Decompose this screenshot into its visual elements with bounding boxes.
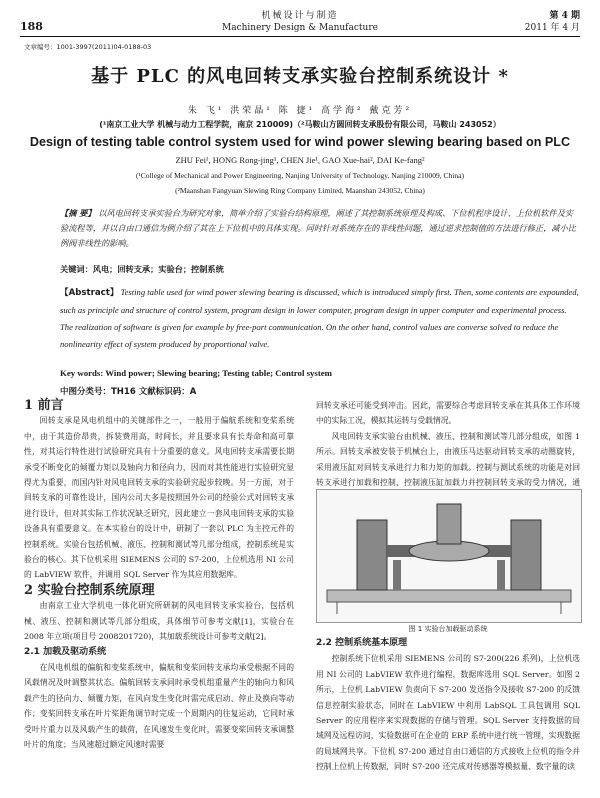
abstract-en-label: 【Abstract】 [60,288,119,298]
affiliation: (¹南京工业大学 机械与动力工程学院，南京 210009)（²马鞍山方圆回转支承股份有限公司，马鞍山 243052） [99,120,501,129]
journal-name [20,10,580,34]
paper-title-en: Design of testing table control system used for wind power slewing bearing based on PLC [29,135,571,149]
page-number: 188 [20,20,43,33]
issue-date: 2011 年 4 月 [524,23,580,33]
abstract-cn-text: 以风电回转支承实验台为研究对象，简单介绍了实验台结构原理，阐述了其控制系统原理及构成、下位机程序设计、上位机软件及实验流程等，并以自由口通信为例介绍了其在上下位机中的具体实现。同时针对系统存在的非线性问题，通过逆求控制值的方法进行修正，减小比例阀非线性的影响。 [60,208,576,248]
section-2-heading: 2 实验台控制系统原理 [24,582,155,598]
classification-line: 中图分类号：TH16 文献标识码：A [60,387,197,397]
abstract-en [60,284,580,353]
section-1-heading: 1 前言 [24,398,64,413]
keywords-cn [60,262,580,277]
right-text-continued: 回转支承还可能受到冲击。因此，需要综合考虑回转支承在其具体工作环境中的实际工况，模拟其运转与受载情况。 [316,401,580,426]
figure-1-test-rig [316,489,582,623]
issue-number: 第 4 期 [549,11,580,21]
abstract-en-text: Testing table used for wind power slewing bearing is discussed, which is introduced simply first. Then, some contents are expounded, such as principle and structure of control system, program design in lower computer, program design in upper computer and experimental process. The realization of software is given for example by free-port communication. On the other hand, control values are converse solved to reduce the nonlinearity effect of system produced by proportional valve. [60,287,579,349]
affiliation-en-1: (¹College of Mechanical and Power Engineering, Nanjing University of Technology, Nanjing 210009, China) [136,171,464,180]
left-column [24,398,294,752]
abstract-cn-label: 【摘 要】 [60,208,96,218]
section-2-1-heading: 2.1 加载及驱动系统 [24,646,107,657]
keywords-en [60,366,580,381]
section-1-text: 回转支承是风电机组中的关键部件之一，一般用于偏航系统和变桨系统中，由于其造价昂贵，拆装费用高，时间长，并且要求具有长寿命和高可靠性，对其运行特性进行试验研究具有十分重要的意义。风电回转支承需要长期承受不断变化的倾覆力矩以及轴向力和径向力，因而对其性能进行实验研究显得尤为重要，而国内针对风电回转支承的实验研究起步较晚。另一方面，对于回转支承的可靠性设计，国内公司大多是按照国外公司的经验公式对回转支承进行设计，但对其实际工作状况缺乏研究，因此建立一套风电回转支承的实验设备具有重要意义。在本实验台的设计中，研制了一套以 PLC 为主控元件的控制系统。实验台包括机械、液压、控制和测试等几部分组成，控制系统是实验台的核心。其下位机采用 SIEMENS 公司的 S7-200，上位机选用 NI 公司的 LabVIEW 软件，并调用 SQL Server 作为其应用数据库。 [24,416,294,580]
journal-name-en: Machinery Design & Manufacture [222,23,378,33]
keywords-cn-label: 关键词： [60,264,93,274]
paper-title: 基于 PLC 的风电回转支承实验台控制系统设计 * [91,66,509,87]
affiliation-en-2: (²Maanshan Fangyuan Slewing Ring Company Limited, Maanshan 243052, China) [175,186,425,195]
keywords-en-text: Wind power; Slewing bearing; Testing table; Control system [105,368,332,378]
section-2-text: 由南京工业大学机电一体化研究所研制的风电回转支承实验台，包括机械、液压、控制和测试等几部分组成，具体细节可参考文献[1]，实验台在 2008 年立项(项目号 2008201720)，其加载系统设计可参考文献[2]。 [24,601,294,642]
keywords-en-label: Key words: [60,368,104,378]
journal-name-cn: 机械设计与制造 [261,11,339,21]
section-2-2-text: 控制系统下位机采用 SIEMENS 公司的 S7-200(226 系列)，上位机选用 NI 公司的 LabVIEW 软件进行编程，数据库选用 SQL Server。如图 2 所示，上位机 LabVIEW 负责向下 S7-200 发送指令及接收 S7-200 的反馈信息控制实验状态，同时在 LabVIEW 中利用 LabSQL 工具包调用 SQL Server 的应用程序来实现数据的存储与管理。SQL Server 支持数据的局域网及远程访问，实验数据可在企业的 ERP 系统中进行统一管理，实现数据的局域网共享。下位机 S7-200 通过自由口通信的方式接收上位机的指令并控制上位机上传数据，同时 S7-200 还完成对传感器等模拟量、数字量的读 [316,654,580,772]
page-header [20,8,580,37]
issue-info [525,10,580,34]
right-column-bottom [316,636,580,775]
section-2-1-text: 在风电机组的偏航和变桨系统中，偏航和变桨回转支承均承受根据不同的风载情况及时调整其状态。偏航回转支承同时承受机组重量产生的轴向力和风载产生的径向力、倾覆力矩，在风向发生变化时需完成启动、停止及换向等动作；变桨回转支承在叶片桨距角调节时完成一个周期内的往复运动，它同时承受叶片重力以及风载产生的载荷，在风速发生变化时，需要变桨回转支承调整叶片的角度；当风速超过额定风速时需要 [24,662,294,749]
keywords-cn-text: 风电；回转支承；实验台；控制系统 [92,264,224,274]
author-list: 朱 飞¹ 洪荣晶¹ 陈 捷¹ 高学海² 戴克芳² [187,106,413,116]
article-number: 文章编号：1001-3997(2011)04-0188-03 [24,43,152,51]
section-2-2-heading: 2.2 控制系统基本原理 [316,638,408,648]
figure-1-caption: 图 1 实验台加载驱动系统 [408,625,488,633]
right-text-paragraph: 风电回转支承实验台由机械、液压、控制和测试等几部分组成，如图 1 所示。回转支承被安装于机械台上，由液压马达驱动回转支承的动圈旋转，采用液压缸对回转支承进行力和力矩的加载。控制与测试系统的功能是对回转支承进行加载和控制，控制液压缸加载力并控制回转支承的受力情况，通 [316,431,580,488]
test-rig-drawing [317,490,581,622]
author-list-en: ZHU Fei¹, HONG Rong-jing¹, CHEN Jie¹, GAO Xue-hai², DAI Ke-fang² [175,155,425,165]
abstract-cn [60,206,580,251]
